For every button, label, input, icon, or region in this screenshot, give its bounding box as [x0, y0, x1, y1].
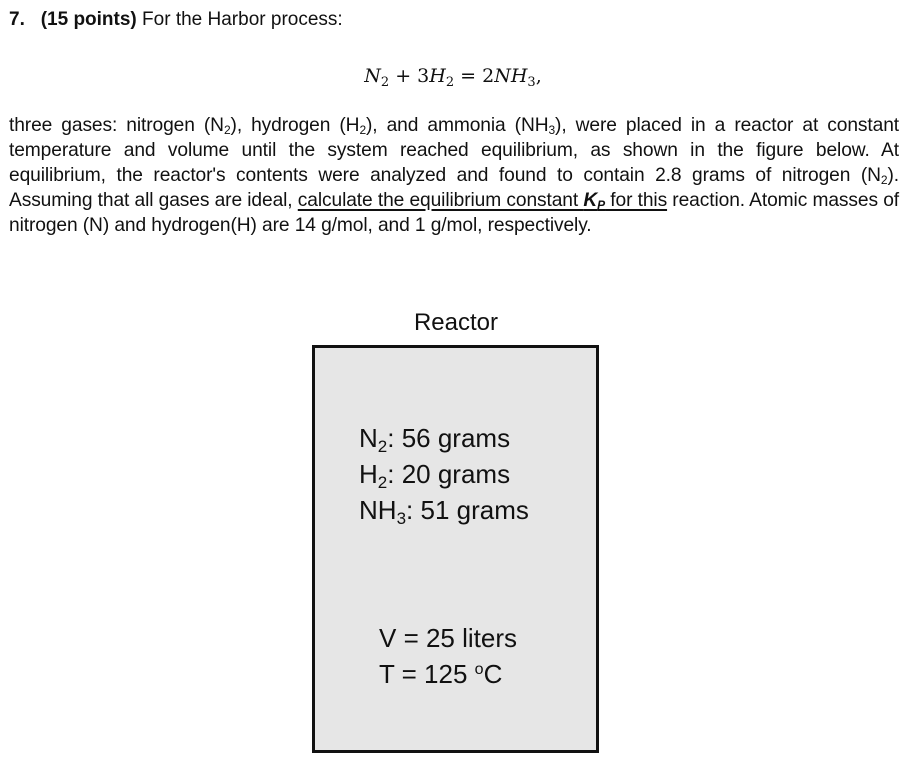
underlined-instruction	[298, 190, 667, 211]
question-header	[9, 8, 343, 32]
eq-h2: H	[429, 65, 446, 87]
eq-n2-sub: 2	[380, 75, 390, 90]
n2-value: : 56 grams	[387, 423, 511, 453]
problem-paragraph	[9, 113, 899, 238]
nh3-value: : 51 grams	[406, 495, 529, 525]
underlined-post: for this	[605, 190, 668, 211]
eq-n2: N	[364, 65, 381, 87]
para-text-3: ), and ammonia (NH	[366, 115, 549, 136]
kp-letter: K	[583, 190, 598, 211]
h2-sub: 2	[377, 473, 388, 492]
eq-nh3-sub: 3	[527, 75, 536, 90]
kp-sub: P	[597, 198, 606, 212]
temp-value: T = 125	[379, 659, 475, 689]
h2-label: H	[359, 459, 378, 489]
para-sub-h2: 2	[359, 123, 367, 137]
reactor-contents	[359, 420, 529, 528]
reactor-box	[312, 345, 599, 753]
temperature-row	[379, 656, 517, 692]
n2-label: N	[359, 423, 378, 453]
eq-h2-sub: 2	[445, 75, 455, 90]
n2-row	[359, 420, 529, 456]
eq-comma: ,	[535, 65, 542, 87]
question-points: (15 points)	[40, 9, 137, 30]
eq-nh3: NH	[494, 65, 528, 87]
eq-equals: =	[460, 65, 477, 87]
nh3-label: NH	[359, 495, 397, 525]
para-sub-n2-b: 2	[880, 173, 888, 187]
para-text-1: three gases: nitrogen (N	[9, 115, 224, 136]
h2-value: : 20 grams	[387, 459, 511, 489]
n2-sub: 2	[377, 437, 388, 456]
para-sub-n2: 2	[223, 123, 231, 137]
question-number: 7.	[9, 9, 25, 30]
nh3-sub: 3	[396, 509, 407, 528]
question-intro: For the Harbor process:	[142, 9, 343, 30]
reaction-equation	[0, 63, 906, 89]
reactor-title: Reactor	[413, 309, 499, 336]
para-text-6: reaction. Atomic masses of nitrogen (N) and hydrogen(H) are 14 g/mol, and 1 g/mol, respectively.	[9, 190, 899, 236]
para-sub-nh3: 3	[548, 123, 556, 137]
reactor-conditions	[379, 620, 517, 692]
degree-symbol: o	[474, 661, 484, 678]
eq-nh3-coeff: 2	[482, 65, 495, 87]
kp-symbol	[583, 190, 605, 211]
underlined-pre: calculate the equilibrium constant	[297, 190, 584, 211]
eq-plus: +	[395, 65, 412, 87]
para-text-2: ), hydrogen (H	[230, 115, 360, 136]
para-text-4: ), were placed in a reactor at constant temperature and volume until the system reached equilibrium, as shown in the figure below. At equilibrium, the reactor's contents were analyzed and found to contain 2.8 grams of nitrogen (N	[9, 115, 899, 186]
nh3-row	[359, 492, 529, 528]
volume-row: V = 25 liters	[379, 623, 518, 653]
eq-h2-coeff: 3	[417, 65, 430, 87]
temp-unit: C	[483, 659, 503, 689]
para-text-5: ). Assuming that all gases are ideal,	[9, 165, 899, 211]
h2-row	[359, 456, 529, 492]
